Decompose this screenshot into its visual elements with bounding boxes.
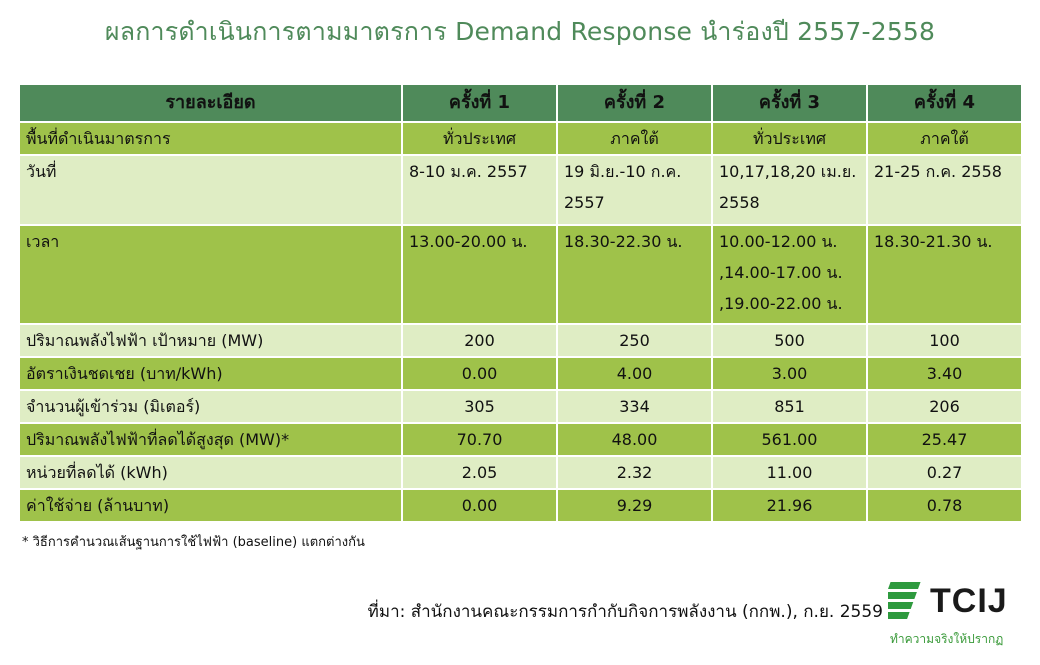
table-cell: 10,17,18,20 เม.ย. 2558	[712, 155, 867, 225]
tcij-logo	[886, 576, 1036, 656]
row-label: ค่าใช้จ่าย (ล้านบาท)	[19, 489, 402, 522]
table-cell: 334	[557, 390, 712, 423]
table-cell: 13.00-20.00 น.	[402, 225, 557, 324]
table-cell: 10.00-12.00 น. ,14.00-17.00 น. ,19.00-22.00 น.	[712, 225, 867, 324]
source-credit: ที่มา: สำนักงานคณะกรรมการกำกับกิจการพลังงาน (กกพ.), ก.ย. 2559	[367, 602, 883, 622]
row-label: ปริมาณพลังไฟฟ้าที่ลดได้สูงสุด (MW)*	[19, 423, 402, 456]
table-cell: 2.05	[402, 456, 557, 489]
header-round-2: ครั้งที่ 2	[557, 84, 712, 122]
table-cell: 3.00	[712, 357, 867, 390]
table-cell: 250	[557, 324, 712, 357]
table-row	[19, 324, 1022, 357]
table-cell: ภาคใต้	[867, 122, 1022, 155]
table-row	[19, 456, 1022, 489]
row-label: จำนวนผู้เข้าร่วม (มิเตอร์)	[19, 390, 402, 423]
table-cell: 21-25 ก.ค. 2558	[867, 155, 1022, 225]
header-round-1: ครั้งที่ 1	[402, 84, 557, 122]
row-label: ปริมาณพลังไฟฟ้า เป้าหมาย (MW)	[19, 324, 402, 357]
logo-tagline: ทำความจริงให้ปรากฏ	[890, 632, 1004, 646]
header-round-4: ครั้งที่ 4	[867, 84, 1022, 122]
table-cell: ทั่วประเทศ	[402, 122, 557, 155]
page-title: ผลการดำเนินการตามมาตรการ Demand Response นำร่องปี 2557-2558	[104, 17, 936, 46]
table-cell: 18.30-22.30 น.	[557, 225, 712, 324]
table-row	[19, 357, 1022, 390]
table-cell: 25.47	[867, 423, 1022, 456]
row-label: วันที่	[19, 155, 402, 225]
table-cell: 851	[712, 390, 867, 423]
table-cell: 19 มิ.ย.-10 ก.ค. 2557	[557, 155, 712, 225]
row-label: เวลา	[19, 225, 402, 324]
table-cell: 48.00	[557, 423, 712, 456]
table-cell: 100	[867, 324, 1022, 357]
tcij-logo-icon	[888, 578, 932, 628]
row-label: พื้นที่ดำเนินมาตรการ	[19, 122, 402, 155]
table-cell: 561.00	[712, 423, 867, 456]
table-cell: 206	[867, 390, 1022, 423]
table-cell: 21.96	[712, 489, 867, 522]
table-cell: ภาคใต้	[557, 122, 712, 155]
table-row	[19, 155, 1022, 225]
table-cell: 9.29	[557, 489, 712, 522]
table-cell: 305	[402, 390, 557, 423]
table-cell: 500	[712, 324, 867, 357]
table-cell: 8-10 ม.ค. 2557	[402, 155, 557, 225]
table-cell: 0.00	[402, 489, 557, 522]
table-cell: 18.30-21.30 น.	[867, 225, 1022, 324]
table-cell: 0.78	[867, 489, 1022, 522]
row-label: อัตราเงินชดเชย (บาท/kWh)	[19, 357, 402, 390]
table-row	[19, 423, 1022, 456]
table-cell: 0.27	[867, 456, 1022, 489]
table-cell: 11.00	[712, 456, 867, 489]
table-row	[19, 489, 1022, 522]
header-round-3: ครั้งที่ 3	[712, 84, 867, 122]
table-row	[19, 225, 1022, 324]
table-cell: 70.70	[402, 423, 557, 456]
table-cell: 0.00	[402, 357, 557, 390]
logo-wordmark: TCIJ	[930, 582, 1008, 620]
table-row	[19, 390, 1022, 423]
table-header-row	[19, 84, 1022, 122]
table-cell: 3.40	[867, 357, 1022, 390]
demand-response-table	[18, 83, 1023, 523]
table-cell: 2.32	[557, 456, 712, 489]
table-cell: ทั่วประเทศ	[712, 122, 867, 155]
header-details: รายละเอียด	[19, 84, 402, 122]
footnote: * วิธีการคำนวณเส้นฐานการใช้ไฟฟ้า (baseline) แตกต่างกัน	[22, 535, 365, 550]
table-row	[19, 122, 1022, 155]
row-label: หน่วยที่ลดได้ (kWh)	[19, 456, 402, 489]
table-cell: 200	[402, 324, 557, 357]
table-cell: 4.00	[557, 357, 712, 390]
